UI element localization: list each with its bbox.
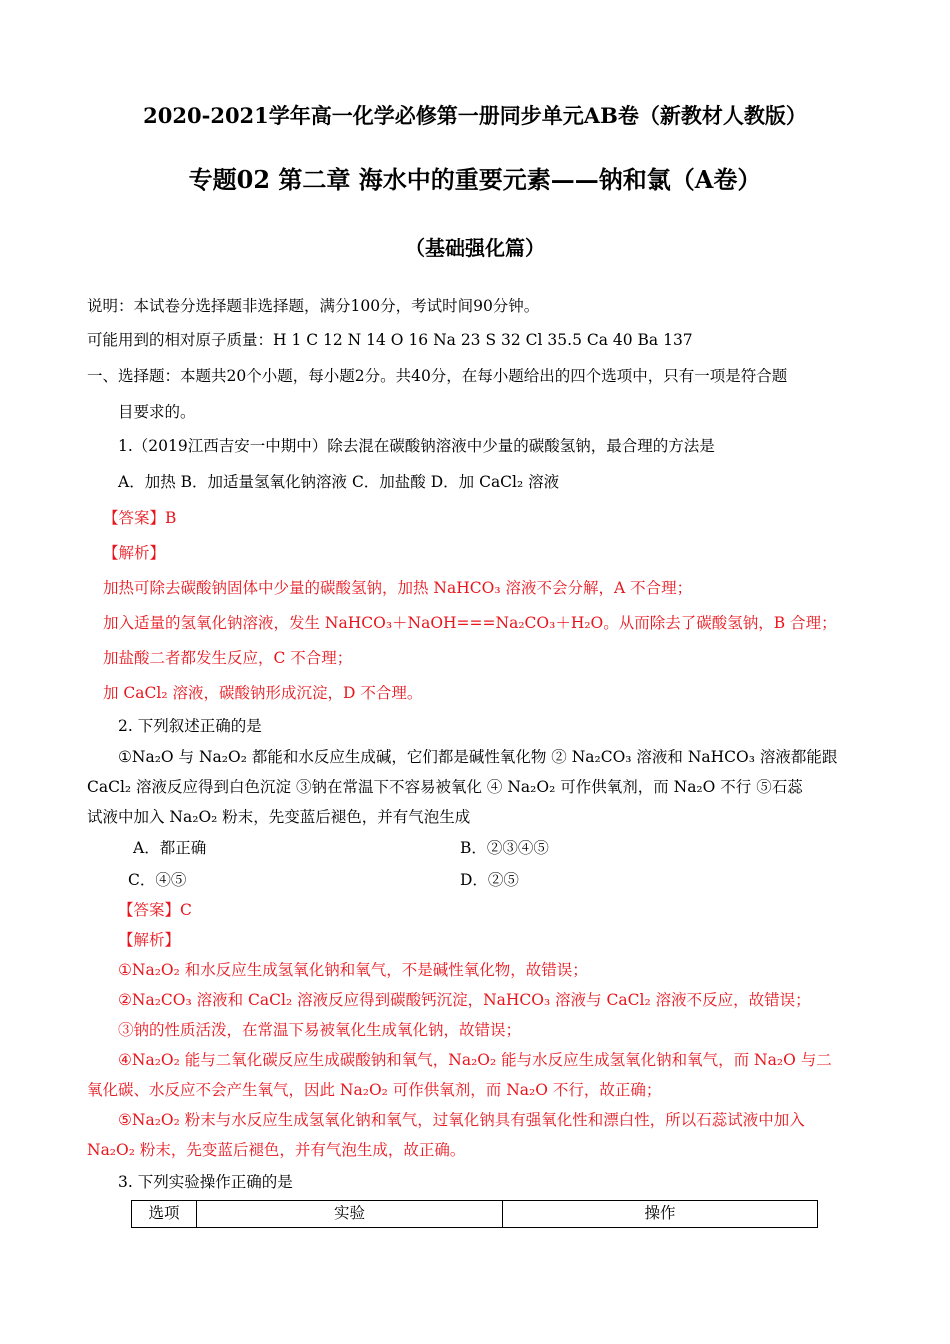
q2-exp-line: ②Na₂CO₃ 溶液和 CaCl₂ 溶液反应得到碳酸钙沉淀，NaHCO₃ 溶液与 CaCl₂ 溶液不反应，故错误；: [118, 991, 811, 1009]
q2-body-line: CaCl₂ 溶液反应得到白色沉淀 ③钠在常温下不容易被氧化 ④ Na₂O₂ 可作供氧剂，而 Na₂O 不行 ⑤石蕊: [87, 778, 803, 796]
q2-exp-line: ①Na₂O₂ 和水反应生成氢氧化钠和氧气，不是碱性氧化物，故错误；: [118, 961, 588, 979]
q2-body-line: ①Na₂O 与 Na₂O₂ 都能和水反应生成碱，它们都是碱性氧化物 ② Na₂CO₃ 溶液和 NaHCO₃ 溶液都能跟: [118, 748, 838, 766]
table-header-cell: 操作: [503, 1201, 818, 1228]
q2-exp-line: ③钠的性质活泼，在常温下易被氧化生成氧化钠，故错误；: [118, 1021, 522, 1039]
q2-option-c: C．④⑤: [128, 871, 187, 889]
q3-stem: 3. 下列实验操作正确的是: [118, 1173, 293, 1191]
q3-table: [131, 1200, 818, 1228]
table-header-row: [132, 1201, 818, 1228]
q1-answer: 【答案】B: [103, 509, 177, 527]
doc-title: 2020-2021学年高一化学必修第一册同步单元AB卷（新教材人教版）: [143, 103, 807, 128]
q1-options: A．加热 B．加适量氢氧化钠溶液 C．加盐酸 D．加 CaCl₂ 溶液: [118, 473, 560, 491]
q2-body-line: 试液中加入 Na₂O₂ 粉末，先变蓝后褪色，并有气泡生成: [87, 808, 471, 826]
q1-analysis-label: 【解析】: [103, 544, 166, 562]
section-heading: 一、选择题：本题共20个小题，每小题2分。共40分，在每小题给出的四个选项中，只有一项是符合题: [87, 367, 788, 385]
q1-exp-line: 加盐酸二者都发生反应，C 不合理；: [103, 649, 353, 667]
q2-option-d: D．②⑤: [460, 871, 519, 889]
q1-exp-line: 加热可除去碳酸钠固体中少量的碳酸氢钠，加热 NaHCO₃ 溶液不会分解，A 不合理；: [103, 579, 693, 597]
q2-stem: 2. 下列叙述正确的是: [118, 717, 262, 735]
table-header-cell: 选项: [132, 1201, 197, 1228]
section-heading-cont: 目要求的。: [118, 403, 196, 421]
q2-exp-line: ④Na₂O₂ 能与二氧化碳反应生成碳酸钠和氧气，Na₂O₂ 能与水反应生成氢氧化钠和氧气，而 Na₂O 与二: [118, 1051, 832, 1069]
q1-exp-line: 加 CaCl₂ 溶液，碳酸钠形成沉淀，D 不合理。: [103, 684, 423, 702]
q2-answer: 【答案】C: [118, 901, 192, 919]
q2-option-a: A．都正确: [133, 839, 207, 857]
q2-exp-line: ⑤Na₂O₂ 粉末与水反应生成氢氧化钠和氧气，过氧化钠具有强氧化性和漂白性，所以石蕊试液中加入: [118, 1111, 805, 1129]
q2-analysis-label: 【解析】: [118, 931, 181, 949]
doc-section-title: （基础强化篇）: [405, 236, 545, 260]
exam-description: 说明：本试卷分选择题非选择题，满分100分，考试时间90分钟。: [87, 297, 540, 315]
q2-exp-line: 氧化碳、水反应不会产生氧气，因此 Na₂O₂ 可作供氧剂，而 Na₂O 不行，故正确；: [87, 1081, 662, 1099]
doc-subtitle: 专题02 第二章 海水中的重要元素——钠和氯（A卷）: [188, 165, 762, 194]
q2-exp-line: Na₂O₂ 粉末，先变蓝后褪色，并有气泡生成，故正确。: [87, 1141, 466, 1159]
q2-option-b: B．②③④⑤: [460, 839, 549, 857]
q1-stem: 1.（2019江西吉安一中期中）除去混在碳酸钠溶液中少量的碳酸氢钠，最合理的方法是: [118, 437, 715, 455]
table-header-cell: 实验: [197, 1201, 503, 1228]
q1-exp-line: 加入适量的氢氧化钠溶液，发生 NaHCO₃＋NaOH===Na₂CO₃＋H₂O。从而除去了碳酸氢钠，B 合理；: [103, 614, 837, 632]
atomic-masses: 可能用到的相对原子质量：H 1 C 12 N 14 O 16 Na 23 S 32 Cl 35.5 Ca 40 Ba 137: [87, 331, 693, 349]
